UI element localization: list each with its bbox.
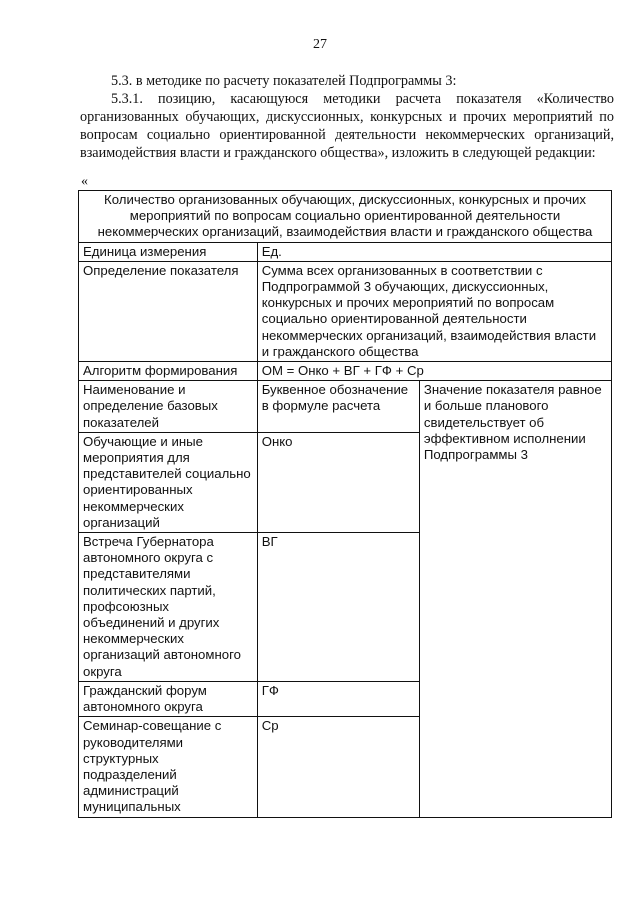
base-indicator-symbol: Ср <box>257 717 419 817</box>
indicator-table <box>78 190 612 818</box>
base-indicator-symbol: Онко <box>257 432 419 532</box>
base-indicator-name: Гражданский форум автономного округа <box>79 681 258 716</box>
unit-label: Единица измерения <box>79 242 258 261</box>
table-row <box>79 362 612 381</box>
unit-value: Ед. <box>257 242 611 261</box>
base-header-symbol: Буквенное обозначение в формуле расчета <box>257 381 419 433</box>
intro-paragraph-1: 5.3. в методике по расчету показателей Подпрограммы 3: <box>111 73 457 89</box>
intro-paragraph-2: 5.3.1. позицию, касающуюся методики расчета показателя «Количество организованных обучающих, дискуссионных, конкурсных и прочих мероприятий по вопросам социально ориентированной деятельности некоммерческих организаций, взаимодействия власти и гражданского общества», изложить в следующей редакции: <box>80 91 614 161</box>
table-row <box>79 242 612 261</box>
indicator-title: Количество организованных обучающих, дискуссионных, конкурсных и прочих мероприятий по вопросам социально ориентированной деятельности некоммерческих организаций, взаимодействия власти и гражданского общества <box>79 191 612 243</box>
base-indicator-name: Встреча Губернатора автономного округа с представителями политических партий, профсоюзных объединений и других некоммерческих организаций автономного округа <box>79 533 258 682</box>
table-row <box>79 261 612 361</box>
definition-label: Определение показателя <box>79 261 258 361</box>
table-row <box>79 381 612 433</box>
base-header-name: Наименование и определение базовых показателей <box>79 381 258 433</box>
interpretation-cell: Значение показателя равное и больше планового свидетельствует об эффективном исполнении Подпрограммы 3 <box>419 381 611 817</box>
opening-quote: « <box>81 174 88 189</box>
algorithm-formula: ОМ = Онко + ВГ + ГФ + Ср <box>257 362 611 381</box>
base-indicator-symbol: ВГ <box>257 533 419 682</box>
base-indicator-symbol: ГФ <box>257 681 419 716</box>
base-indicator-name: Обучающие и иные мероприятия для представителей социально ориентированных некоммерческих организаций <box>79 432 258 532</box>
page-number: 27 <box>313 37 327 52</box>
table-title-row <box>79 191 612 243</box>
base-indicator-name: Семинар-совещание с руководителями структурных подразделений администраций муниципальных <box>79 717 258 817</box>
algorithm-label: Алгоритм формирования <box>79 362 258 381</box>
definition-value: Сумма всех организованных в соответствии с Подпрограммой 3 обучающих, дискуссионных, конкурсных и прочих мероприятий по вопросам социально ориентированной деятельности некоммерческих организаций, взаимодействия власти и гражданского общества <box>257 261 611 361</box>
